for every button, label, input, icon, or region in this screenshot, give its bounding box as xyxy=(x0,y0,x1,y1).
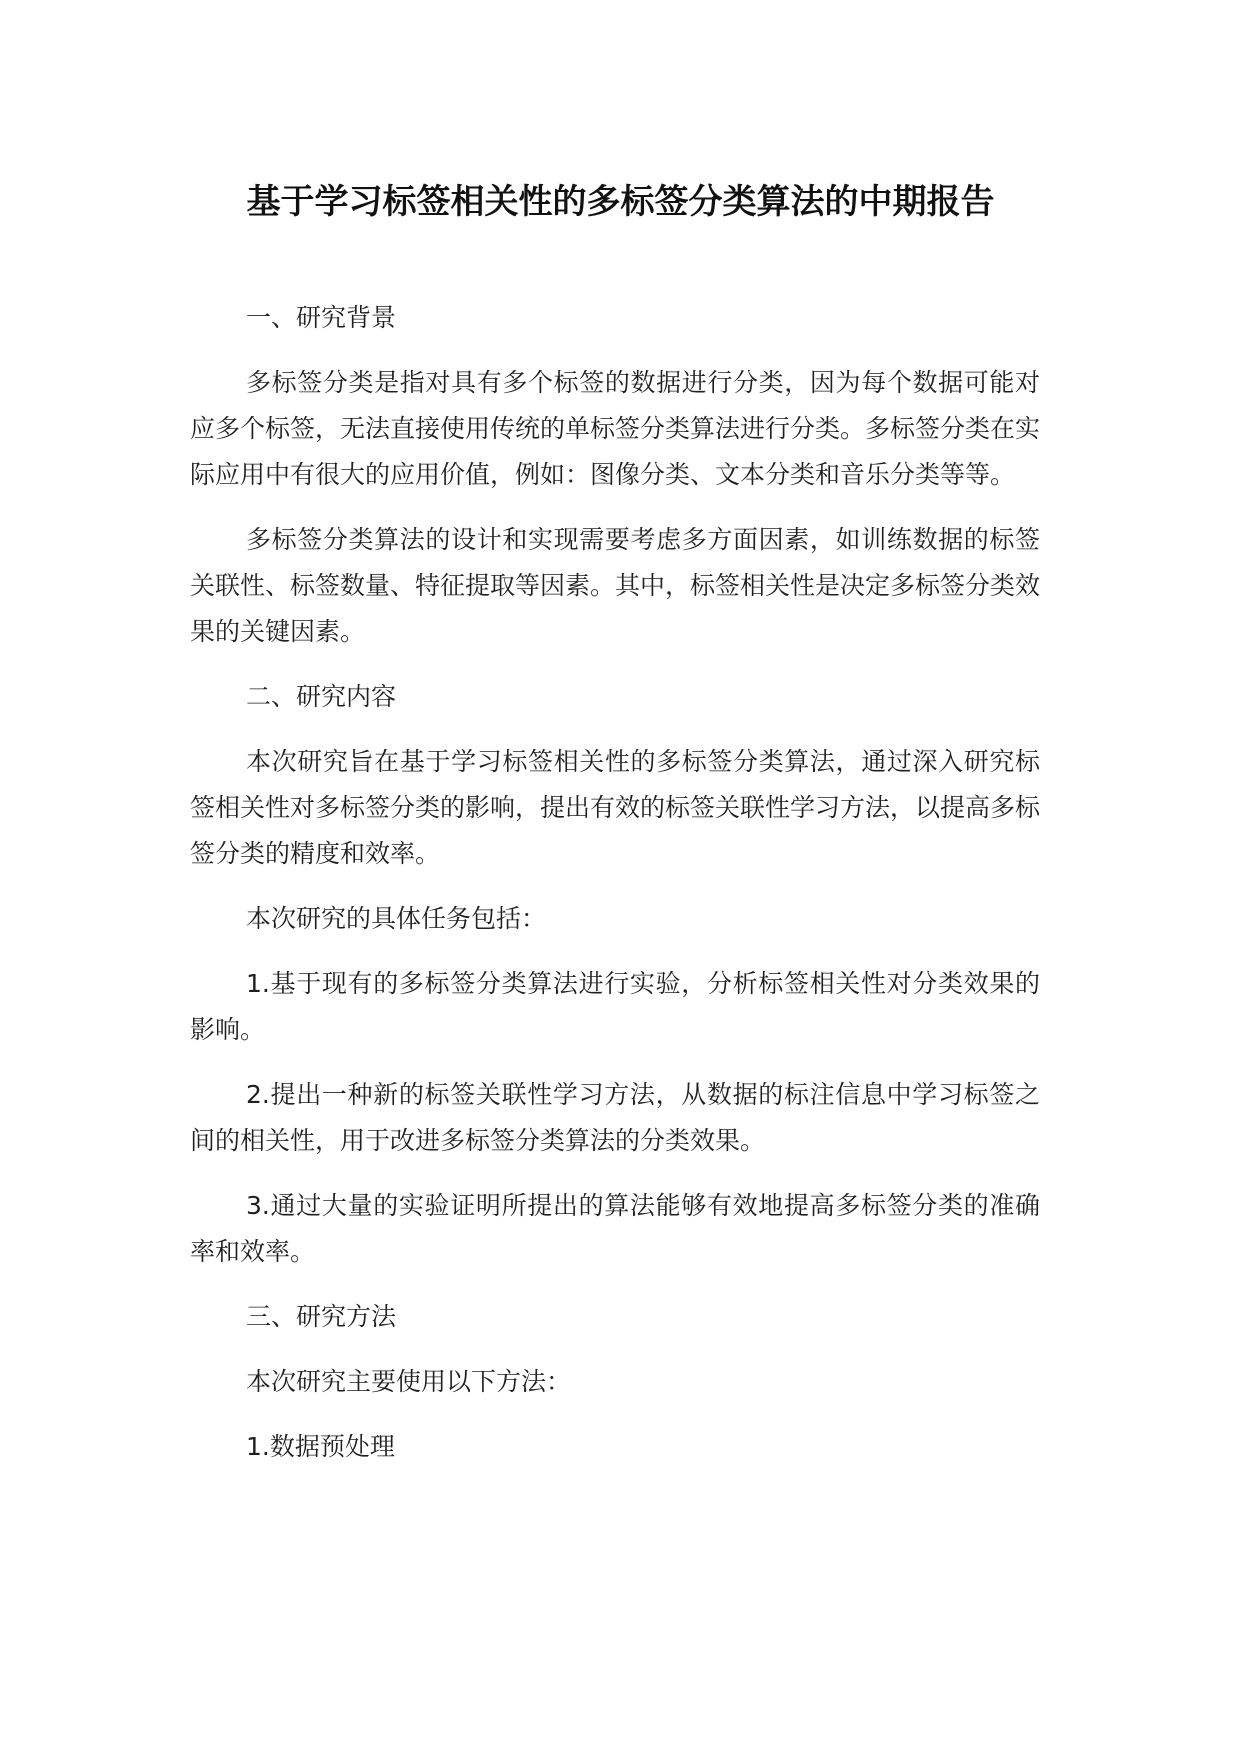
section-heading-method: 三、研究方法 xyxy=(246,1302,397,1331)
list-item: 3.通过大量的实验证明所提出的算法能够有效地提高多标签分类的准确率和效率。 xyxy=(190,1191,1040,1266)
section-heading-background: 一、研究背景 xyxy=(246,303,397,332)
paragraph: 多标签分类是指对具有多个标签的数据进行分类，因为每个数据可能对应多个标签，无法直接使用传统的单标签分类算法进行分类。多标签分类在实际应用中有很大的应用价值，例如：图像分类、文本分类和音乐分类等等。 xyxy=(190,368,1041,489)
paragraph: 本次研究主要使用以下方法： xyxy=(246,1367,572,1396)
list-item: 1.基于现有的多标签分类算法进行实验，分析标签相关性对分类效果的影响。 xyxy=(190,969,1040,1044)
section-heading-content: 二、研究内容 xyxy=(246,682,397,711)
list-item: 2.提出一种新的标签关联性学习方法，从数据的标注信息中学习标签之间的相关性，用于改进多标签分类算法的分类效果。 xyxy=(190,1080,1040,1155)
list-item: 1.数据预处理 xyxy=(246,1432,395,1461)
document-body xyxy=(190,295,1040,1489)
paragraph: 本次研究的具体任务包括： xyxy=(246,904,547,933)
paragraph: 本次研究旨在基于学习标签相关性的多标签分类算法，通过深入研究标签相关性对多标签分类的影响，提出有效的标签关联性学习方法，以提高多标签分类的精度和效率。 xyxy=(190,747,1041,868)
document-title: 基于学习标签相关性的多标签分类算法的中期报告 xyxy=(246,182,995,222)
paragraph: 多标签分类算法的设计和实现需要考虑多方面因素，如训练数据的标签关联性、标签数量、特征提取等因素。其中，标签相关性是决定多标签分类效果的关键因素。 xyxy=(190,525,1041,646)
